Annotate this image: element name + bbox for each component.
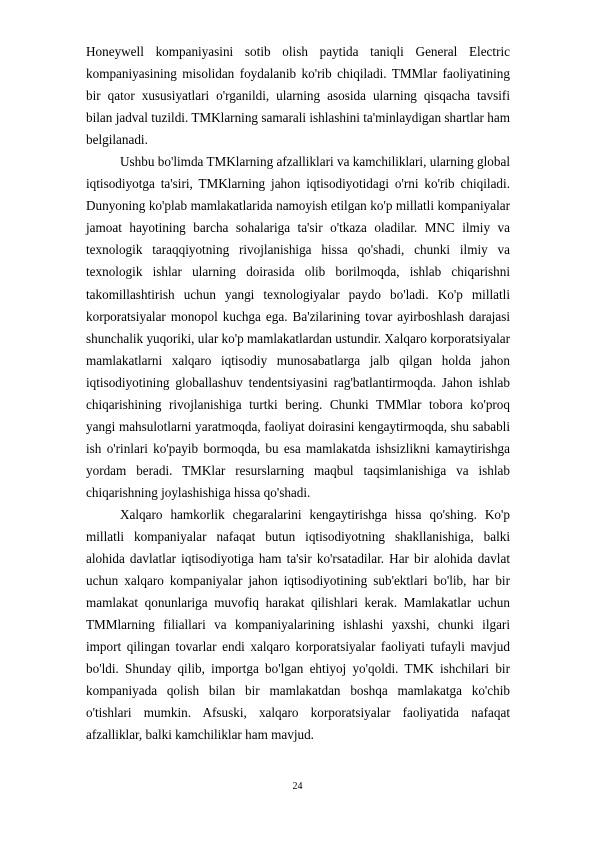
page-number: 24 [292, 781, 303, 792]
paragraph-advantages: Ushbu bo'limda TMKlarning afzalliklari va kamchiliklari, ularning global iqtisodiyotga ta'siri, TMKlarning jahon iqtisodiyotidagi o'rni ko'rib chiqiladi. Dunyoning ko'plab mamlakatlarida namoyish etilgan ko'p millatli kompaniyalar jamoat hayotining barcha sohalariga ta'sir o'tkaza oladilar. MNC ilmiy va texnologik taraqqiyotning rivojlanishiga hissa qo'shadi, chunki ilmiy va texnologik ishlar ularning doirasida olib borilmoqda, ishlab chiqarishni takomillashtirish uchun yangi texnologiyalar paydo bo'ladi. Ko'p millatli korporatsiyalar monopol kuchga ega. Ba'zilarining tovar ayirboshlash darajasi shunchalik yuqoriki, ular ko'p mamlakatlardan ustundir. Xalqaro korporatsiyalar mamlakatlarni xalqaro iqtisodiy munosabatlarga jalb qilgan holda jahon iqtisodiyotining globallashuv tendentsiyasini rag'batlantirmoqda. Jahon ishlab chiqarishining rivojlanishiga turtki bering. Chunki TMMlar tobora ko'proq yangi mahsulotlarni yaratmoqda, faoliyat doirasini kengaytirmoqda, shu sababli ish o'rinlari ko'payib bormoqda, bu esa mamlakatda ishsizlikni kamaytirishga yordam beradi. TMKlar resurslarning maqbul taqsimlanishiga va ishlab chiqarishning joylashishiga hissa qo'shadi. [86, 154, 510, 500]
document-body [86, 41, 510, 747]
paragraph-cooperation: Xalqaro hamkorlik chegaralarini kengaytirishga hissa qo'shing. Ko'p millatli kompaniyalar nafaqat butun iqtisodiyotning shakllanishiga, balki alohida davlatlar iqtisodiyotiga ham ta'sir ko'rsatadilar. Har bir alohida davlat uchun xalqaro kompaniyalar jahon iqtisodiyotining sub'ektlari bo'lib, har bir mamlakat qonunlariga muvofiq harakat qilishlari kerak. Mamlakatlar uchun TMMlarning filiallari va kompaniyalarining ishlashi yaxshi, chunki ilgari import qilingan tovarlar endi xalqaro korporatsiyalar faoliyati tufayli mavjud bo'ldi. Shunday qilib, importga bo'lgan ehtiyoj yo'qoldi. TMK ishchilari bir kompaniyada qolish bilan bir mamlakatdan boshqa mamlakatga ko'chib o'tishlari mumkin. Afsuski, xalqaro korporatsiyalar faoliyatida nafaqat afzalliklar, balki kamchiliklar ham mavjud. [86, 506, 510, 743]
paragraph-intro: Honeywell kompaniyasini sotib olish paytida taniqli General Electric kompaniyasining misolidan foydalanib ko'rib chiqiladi. TMMlar faoliyatining bir qator xususiyatlari o'rganildi, ularning asosida ularning qisqacha tavsifi bilan jadval tuzildi. TMKlarning samarali ishlashini ta'minlaydigan shartlar ham belgilanadi. [86, 44, 510, 148]
